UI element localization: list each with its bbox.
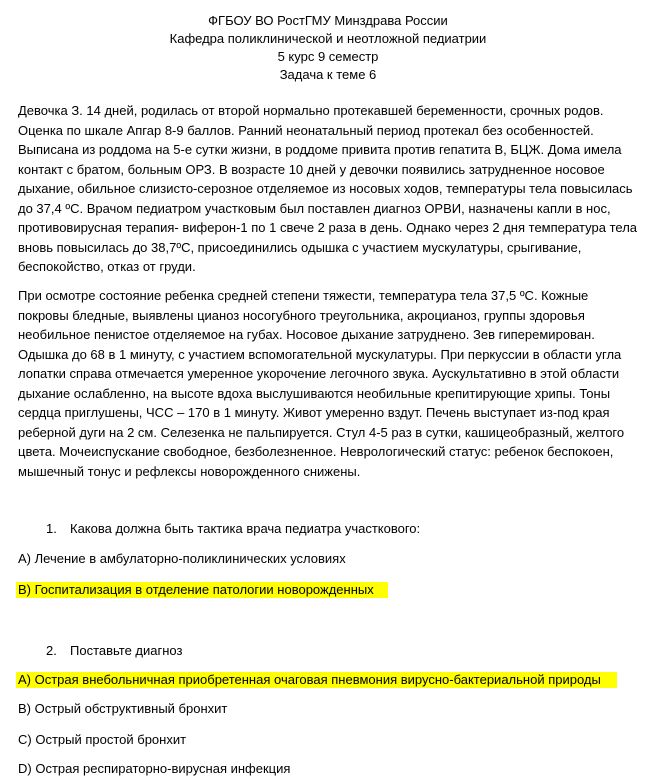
question-number: 2.	[46, 643, 57, 658]
department-name: Кафедра поликлинической и неотложной педиатрии	[169, 31, 487, 46]
case-history-paragraph: Девочка З. 14 дней, родилась от второй нормально протекавшей беременности, срочных родов. Оценка по шкале Апгар 8-9 баллов. Ранний неонатальный период протекал без особенностей. Выписана из роддома на 5-е сутки жизни, в роддоме привита против гепатита В, БЦЖ. Дома имела контакт с братом, больным ОРЗ. В возрасте 10 дней у девочки появились затрудненное носовое дыхание, обильное слизисто-серозное отделяемое из носовых ходов, температуры тела повысилась до 37,4 ºС. Врачом педиатром участковым был поставлен диагноз ОРВИ, назначены капли в нос, противовирусная терапия- виферон-1 по 1 свече 2 раза в день. Однако через 2 дня температура тела вновь повысилась до 38,7ºС, присоединились одышка с участием мускулатуры, срыгивание, беспокойство, отказ от груди.	[18, 103, 638, 274]
answer-option	[18, 700, 227, 718]
answer-option-highlighted	[18, 581, 388, 599]
answer-option	[18, 550, 346, 568]
option-text: В) Госпитализация в отделение патологии новорожденных	[16, 582, 388, 598]
examination-paragraph: При осмотре состояние ребенка средней степени тяжести, температура тела 37,5 ºС. Кожные покровы бледные, выявлены цианоз носогубного треугольника, акроцианоз, группы здоровья необильное пенистое отделяемое на губах. Носовое дыхание затруднено. Зев гиперемирован. Одышка до 68 в 1 минуту, с участием вспомогательной мускулатуры. При перкуссии в области угла лопатки справа отмечается умеренное укорочение легочного звука. Аускультативно в этой области дыхание ослабленно, на высоте вдоха выслушиваются необильные крепитирующие хрипы. Тоны сердца приглушены, ЧСС – 170 в 1 минуту. Живот умеренно вздут. Печень выступает из-под края реберной дуги на 2 см. Селезенка не пальпируется. Стул 4-5 раз в сутки, кашицеобразный, желтого цвета. Мочеиспускание свободное, безболезненное. Неврологический статус: ребенок беспокоен, мышечный тонус и рефлексы новорожденного снижены.	[18, 288, 625, 479]
answer-option-highlighted	[18, 671, 617, 689]
question-text: Какова должна быть тактика врача педиатра участкового:	[70, 521, 421, 536]
question-number: 1.	[46, 521, 57, 536]
task-title: Задача к теме 6	[279, 67, 377, 82]
option-text: А) Острая внебольничная приобретенная очаговая пневмония вирусно-бактериальной природы	[16, 672, 617, 688]
document-header	[0, 12, 656, 84]
institution-name: ФГБОУ ВО РостГМУ Минздрава России	[208, 13, 448, 28]
course-semester: 5 курс 9 семестр	[277, 49, 379, 64]
question-1	[46, 520, 420, 538]
option-text: В) Острый обструктивный бронхит	[18, 701, 228, 716]
question-2	[46, 642, 182, 660]
question-text: Поставьте диагноз	[70, 643, 183, 658]
option-text: D) Острая респираторно-вирусная инфекция	[18, 761, 291, 776]
option-text: С) Острый простой бронхит	[18, 732, 187, 747]
answer-option	[18, 760, 290, 778]
option-text: А) Лечение в амбулаторно-поликлинических условиях	[18, 551, 346, 566]
answer-option	[18, 731, 186, 749]
